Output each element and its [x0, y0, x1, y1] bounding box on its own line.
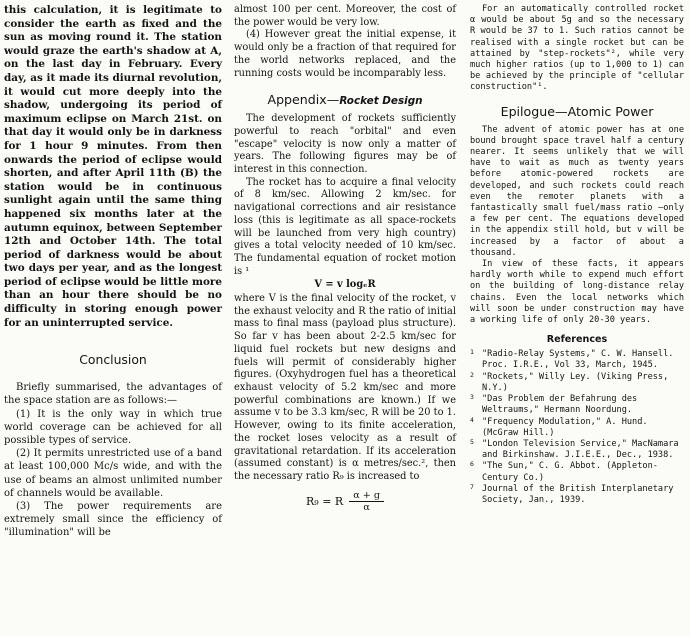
fraction-denominator: α	[363, 501, 370, 513]
advantage-point-3: (3) The power requirements are extremely small since the efficiency of "illumination" will be	[4, 501, 222, 539]
advantage-point-4: (4) However great the initial expense, it would only be a fraction of that required for the world networks replaced, and the running costs would be incomparably less.	[234, 29, 456, 79]
references-list	[470, 349, 684, 506]
conclusion-heading: Conclusion	[79, 352, 147, 368]
mass-ratio-lhs: R₉ = R	[306, 494, 344, 508]
rocket-equation: V = v logₑR	[314, 279, 376, 291]
reference-item: 2 "Rockets," Willy Ley. (Viking Press, N.Y.)	[470, 370, 669, 393]
appendix-paragraph-3: where V is the final velocity of the rocket, v the exhaust velocity and R the ratio of initial mass to final mass (payload plus structure). So far v has been about 2-2.5 km/sec for liquid fuel rockets but new designs and fuels will permit of considerably higher figures. (Oxyhydrogen fuel has a theoretical exhaust velocity of 5.2 km/sec and more powerful combinations are known.) If we assume v to be 3.3 km/sec, R will be 20 to 1. However, owing to its finite acceleration, the rocket loses velocity as a result of gravitational retardation. If its acceleration (assumed constant) is α metres/sec.², then the necessary ratio R₉ is increased to	[234, 293, 456, 482]
references-heading: References	[546, 334, 608, 346]
advantage-point-2: (2) It permits unrestricted use of a band at least 100,000 Mc/s wide, and with the use of beams an almost unlimited number of channels would be available.	[4, 448, 222, 499]
appendix-paragraph-2: The rocket has to acquire a final velocity of 8 km/sec. Allowing 2 km/sec. for navigational corrections and air resistance loss (this is legitimate as all space-rockets will be launched from very high country) gives a total velocity needed of 10 km/sec. The fundamental equation of rocket motion is ¹	[234, 176, 456, 277]
paragraph-eclipse: this calculation, it is legitimate to consider the earth as fixed and the sun as moving round it. The station would graze the earth's shadow at A, on the last day in February. Every day, as it made its diurnal revolution, it would cut more deeply into the shadow, undergoing its period of maximum eclipse on March 21st. on that day it would only be in darkness for 1 hour 9 minutes. From then onwards the period of eclipse would shorten, and after April 11th (B) the station would be in continuous sunlight again until the same thing happened six months later at the autumn equinox, between September 12th and October 14th. The total period of darkness would be about two days per year, and as the longest period of eclipse would be little more than an hour there should be no difficulty in storing enough power for an uninterrupted service.	[4, 4, 222, 329]
reference-item: 7 Journal of the British Interplanetary Society, Jan., 1939.	[470, 482, 674, 505]
reference-item: 3 "Das Problem der Befahrung des Weltraums," Hermann Noordung.	[470, 393, 638, 416]
appendix-subtitle: Rocket Design	[339, 95, 423, 108]
conclusion-intro: Briefly summarised, the advantages of the space station are as follows:—	[4, 382, 222, 407]
appendix-heading	[234, 92, 456, 107]
mass-ratio-equation	[234, 490, 456, 513]
epilogue-heading: Epilogue—Atomic Power	[500, 103, 654, 119]
appendix-title: Appendix—	[267, 92, 340, 108]
column-middle	[234, 4, 456, 513]
appendix-paragraph-1: The development of rockets sufficiently powerful to reach "orbital" and even "escape" velocity is now only a matter of years. The following figures may be of interest in this connection.	[234, 113, 456, 176]
continuation-text: almost 100 per cent. Moreover, the cost of the power would be very low.	[234, 4, 456, 28]
column-left	[4, 4, 222, 540]
reference-item: 6 "The Sun," C. G. Abbot. (Appleton-Century Co.)	[470, 460, 658, 483]
reference-item: 4 "Frequency Modulation," A. Hund. (McGraw Hill.)	[470, 415, 648, 438]
step-rocket-paragraph: For an automatically controlled rocket α would be about 5g and so the necessary R would be 37 to 1. Such ratios cannot be realised with a single rocket but can be attained by "step-rockets"², while very much higher ratios (up to 1,000 to 1) can be achieved by the principle of "cellular construction"¹.	[470, 4, 684, 93]
epilogue-paragraph-1: The advent of atomic power has at one bound brought space travel half a century nearer. It seems unlikely that we will have to wait as much as twenty years before atomic-powered rockets are developed, and such rockets could reach even the remoter planets with a fantastically small fuel/mass ratio —only a few per cent. The equations developed in the appendix still hold, but v will be increased by a factor of about a thousand.	[470, 124, 684, 258]
mass-ratio-fraction	[349, 490, 384, 513]
fraction-numerator: α + g	[349, 490, 384, 502]
epilogue-paragraph-2: In view of these facts, it appears hardly worth while to expend much effort on the building of long-distance relay chains. Even the local networks which will soon be under construction may have a working life of only 20-30 years.	[470, 259, 684, 326]
reference-item: 5 "London Television Service," MacNamara and Birkinshaw. J.I.E.E., Dec., 1938.	[470, 437, 679, 461]
reference-item: 1 "Radio-Relay Systems," C. W. Hansell. Proc. I.R.E., Vol 33, March, 1945.	[470, 348, 674, 371]
column-right	[470, 4, 684, 506]
advantage-point-1: (1) It is the only way in which true world coverage can be achieved for all possible types of service.	[4, 408, 222, 447]
